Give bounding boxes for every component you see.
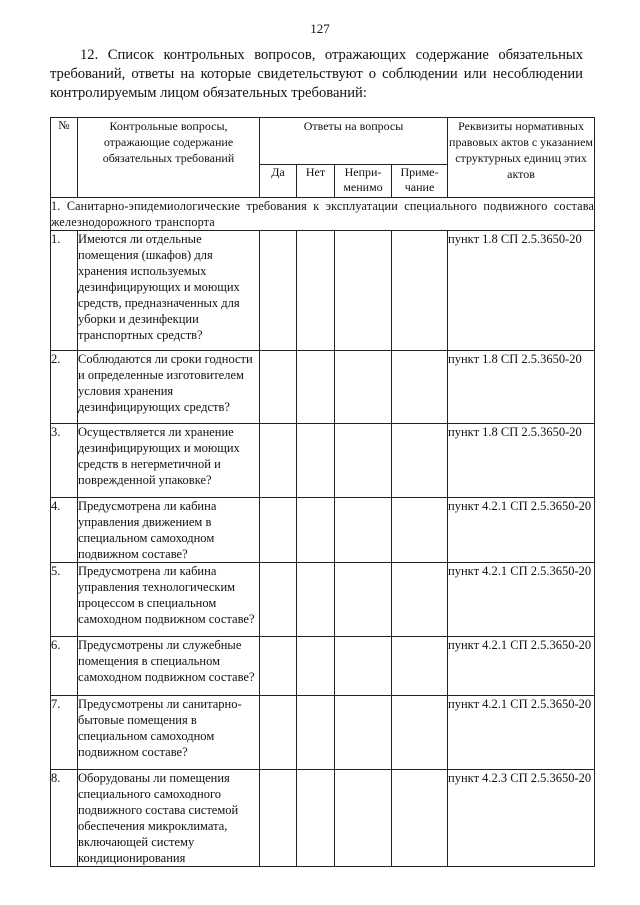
row-number: 3.	[51, 424, 78, 498]
row-question: Оборудованы ли помещения специального самоходного подвижного состава системой обеспечения микроклимата, включающей систему кондиционирования	[78, 770, 260, 867]
answer-no-cell[interactable]	[297, 770, 335, 867]
table-row	[51, 770, 595, 867]
answer-yes-cell[interactable]	[260, 770, 297, 867]
row-number: 4.	[51, 498, 78, 563]
answer-not-applicable-cell[interactable]	[335, 231, 392, 351]
row-question: Имеются ли отдельные помещения (шкафов) для хранения используемых дезинфицирующих и моющих средств, предназначенных для уборки и дезинфекции транспортных средств?	[78, 231, 260, 351]
row-question: Предусмотрены ли санитарно-бытовые помещения в специальном самоходном подвижном составе?	[78, 696, 260, 770]
answer-no-cell[interactable]	[297, 351, 335, 424]
page-number: 127	[310, 21, 330, 36]
table-row	[51, 231, 595, 351]
answer-note-cell[interactable]	[392, 498, 448, 563]
answer-yes-cell[interactable]	[260, 424, 297, 498]
answer-not-applicable-cell[interactable]	[335, 498, 392, 563]
section-title: 1. Санитарно-эпидемиологические требования к эксплуатации специального подвижного состава железнодорожного транспорта	[51, 199, 595, 229]
answer-note-cell[interactable]	[392, 231, 448, 351]
row-question: Предусмотрена ли кабина управления технологическим процессом в специальном самоходном подвижном составе?	[78, 563, 260, 637]
row-reference: пункт 4.2.1 СП 2.5.3650-20	[448, 563, 595, 637]
checklist-table	[50, 117, 595, 867]
table-row	[51, 424, 595, 498]
header-num: №	[51, 118, 78, 198]
row-number: 5.	[51, 563, 78, 637]
answer-yes-cell[interactable]	[260, 563, 297, 637]
row-number: 2.	[51, 351, 78, 424]
header-yes: Да	[260, 165, 297, 198]
answer-not-applicable-cell[interactable]	[335, 424, 392, 498]
header-question: Контрольные вопросы, отражающие содержание обязательных требований	[78, 118, 260, 198]
answer-yes-cell[interactable]	[260, 351, 297, 424]
answer-no-cell[interactable]	[297, 498, 335, 563]
header-note: Приме-чание	[392, 165, 448, 198]
answer-note-cell[interactable]	[392, 563, 448, 637]
intro-paragraph	[50, 46, 583, 103]
answer-not-applicable-cell[interactable]	[335, 770, 392, 867]
answer-note-cell[interactable]	[392, 637, 448, 696]
table-row	[51, 498, 595, 563]
answer-yes-cell[interactable]	[260, 498, 297, 563]
answer-no-cell[interactable]	[297, 231, 335, 351]
table-row	[51, 563, 595, 637]
answer-not-applicable-cell[interactable]	[335, 351, 392, 424]
row-reference: пункт 4.2.3 СП 2.5.3650-20	[448, 770, 595, 867]
answer-note-cell[interactable]	[392, 351, 448, 424]
row-reference: пункт 1.8 СП 2.5.3650-20	[448, 351, 595, 424]
header-requisites: Реквизиты нормативных правовых актов с указанием структурных единиц этих актов	[448, 118, 595, 198]
answer-yes-cell[interactable]	[260, 231, 297, 351]
header-answers: Ответы на вопросы	[260, 118, 448, 165]
row-number: 8.	[51, 770, 78, 867]
row-question: Соблюдаются ли сроки годности и определенные изготовителем условия хранения дезинфицирующих средств?	[78, 351, 260, 424]
table-row	[51, 351, 595, 424]
answer-not-applicable-cell[interactable]	[335, 637, 392, 696]
header-not-applicable: Непри-менимо	[335, 165, 392, 198]
row-question: Предусмотрена ли кабина управления движением в специальном самоходном подвижном составе?	[78, 498, 260, 563]
row-number: 1.	[51, 231, 78, 351]
row-reference: пункт 1.8 СП 2.5.3650-20	[448, 424, 595, 498]
table-row	[51, 637, 595, 696]
answer-note-cell[interactable]	[392, 770, 448, 867]
row-question: Осуществляется ли хранение дезинфицирующих и моющих средств в негерметичной и поврежденной упаковке?	[78, 424, 260, 498]
row-reference: пункт 4.2.1 СП 2.5.3650-20	[448, 637, 595, 696]
row-question: Предусмотрены ли служебные помещения в специальном самоходном подвижном составе?	[78, 637, 260, 696]
row-reference: пункт 4.2.1 СП 2.5.3650-20	[448, 498, 595, 563]
header-no: Нет	[297, 165, 335, 198]
answer-note-cell[interactable]	[392, 696, 448, 770]
answer-note-cell[interactable]	[392, 424, 448, 498]
answer-no-cell[interactable]	[297, 563, 335, 637]
row-number: 6.	[51, 637, 78, 696]
answer-no-cell[interactable]	[297, 637, 335, 696]
answer-not-applicable-cell[interactable]	[335, 696, 392, 770]
answer-yes-cell[interactable]	[260, 696, 297, 770]
answer-no-cell[interactable]	[297, 696, 335, 770]
row-reference: пункт 1.8 СП 2.5.3650-20	[448, 231, 595, 351]
answer-not-applicable-cell[interactable]	[335, 563, 392, 637]
row-number: 7.	[51, 696, 78, 770]
intro-text: 12. Список контрольных вопросов, отражающих содержание обязательных требований, ответы на которые свидетельствуют о соблюдении или несоблюдении контролируемым лицом обязательных требований:	[50, 47, 583, 101]
row-reference: пункт 4.2.1 СП 2.5.3650-20	[448, 696, 595, 770]
answer-yes-cell[interactable]	[260, 637, 297, 696]
answer-no-cell[interactable]	[297, 424, 335, 498]
table-row	[51, 696, 595, 770]
